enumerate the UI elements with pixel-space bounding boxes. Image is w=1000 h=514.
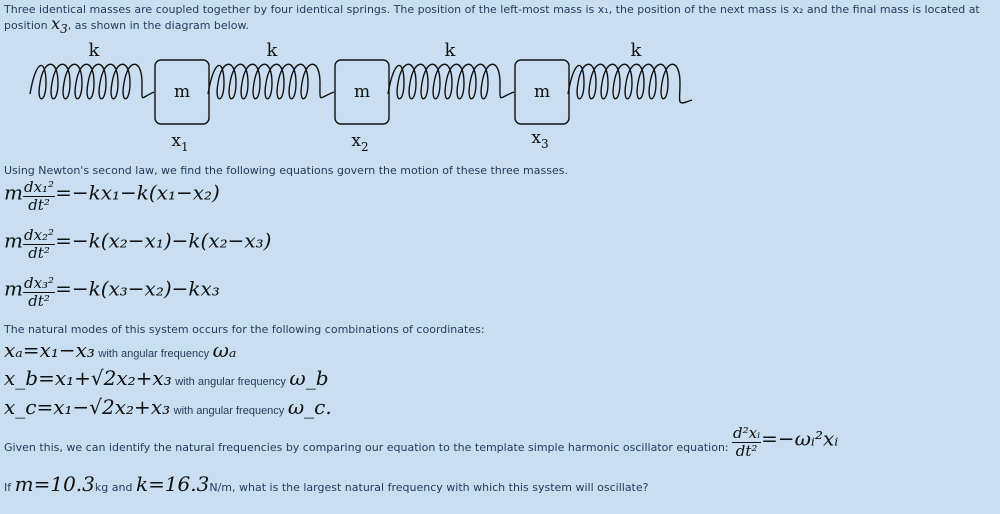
spring-3 <box>388 64 514 99</box>
eq3-fraction <box>23 276 55 309</box>
eq2-denominator: dt² <box>28 244 50 262</box>
eq3-denominator: dt² <box>28 292 50 310</box>
mode-c-end: . <box>325 395 332 419</box>
spring-4 <box>568 64 692 103</box>
intro-line-2-suffix: , as shown in the diagram below. <box>67 19 249 32</box>
eq2-m: m <box>4 228 23 253</box>
question-m-expr: m=10.3 <box>14 472 95 496</box>
intro-line-2-prefix: position <box>4 19 48 32</box>
mode-b <box>4 366 329 390</box>
mass-3-label: m <box>533 82 551 102</box>
eq3-m: m <box>4 276 23 301</box>
intro-var-sub: 3 <box>60 22 68 36</box>
mode-c-note: with angular frequency <box>173 405 285 417</box>
eq2-rhs: =−k(x₂−x₁)−k(x₂−x₃) <box>55 228 272 253</box>
position-3-label: $x_3$ <box>531 128 549 151</box>
question-if: If <box>4 481 12 494</box>
eq1-denominator: dt² <box>28 196 50 214</box>
mass-1-label: m <box>173 82 191 102</box>
spring-mass-diagram <box>0 38 720 156</box>
newton-text: Using Newton's second law, we find the following equations govern the motion of these three masses. <box>4 164 568 177</box>
mode-a-note: with angular frequency <box>98 348 210 360</box>
question-k-unit: N/m <box>209 481 233 494</box>
question-line <box>4 472 648 500</box>
eq1-m: m <box>4 180 23 205</box>
mode-c-freq: ω_c <box>287 395 326 419</box>
sho-denominator: dt² <box>735 442 758 460</box>
intro-line-2 <box>4 14 249 36</box>
sho-fraction <box>732 426 761 459</box>
eq1-rhs: =−kx₁−k(x₁−x₂) <box>55 180 220 205</box>
spring-4-label: k <box>630 40 642 61</box>
eq3-numerator: dx₃² <box>23 274 55 292</box>
mode-c-expr: x_c=x₁−√2x₂+x₃ <box>4 395 171 419</box>
eq2-numerator: dx₂² <box>23 226 55 244</box>
mode-a <box>4 338 236 362</box>
position-1-label: $x_1$ <box>171 131 189 154</box>
eq1-numerator: dx₁² <box>23 178 55 196</box>
mass-2-label: m <box>353 82 371 102</box>
mode-c <box>4 395 332 419</box>
spring-1-label: k <box>88 40 100 61</box>
question-tail: , what is the largest natural frequency with which this system will oscillate? <box>232 481 649 494</box>
question-and: and <box>111 481 133 494</box>
eq2-fraction <box>23 228 55 261</box>
intro-line-1: Three identical masses are coupled together by four identical springs. The position of the left-most mass is x₁, the position of the next mass is x₂ and the final mass is located at <box>4 3 980 16</box>
equation-1 <box>4 180 220 213</box>
spring-2 <box>208 64 334 99</box>
equation-2 <box>4 228 272 261</box>
eq1-fraction <box>23 180 55 213</box>
mode-a-expr: xₐ=x₁−x₃ <box>4 338 95 362</box>
spring-3-label: k <box>444 40 456 61</box>
sho-numerator: d²xᵢ <box>733 424 761 442</box>
spring-1 <box>30 64 154 99</box>
question-m-unit: kg <box>94 481 109 494</box>
spring-2-label: k <box>266 40 278 61</box>
intro-var: x <box>51 14 61 33</box>
mode-b-expr: x_b=x₁+√2x₂+x₃ <box>4 366 172 390</box>
mode-b-freq: ω_b <box>289 366 329 390</box>
modes-text: The natural modes of this system occurs for the following combinations of coordinates: <box>4 323 485 336</box>
given-text: Given this, we can identify the natural frequencies by comparing our equation to the template simple harmonic oscillator equation: <box>4 441 729 454</box>
mode-a-freq: ωₐ <box>212 338 237 362</box>
eq3-rhs: =−k(x₃−x₂)−kx₃ <box>55 276 220 301</box>
mode-b-note: with angular frequency <box>175 376 286 388</box>
question-k-expr: k=16.3 <box>135 472 210 496</box>
sho-equation <box>732 426 838 459</box>
position-2-label: $x_2$ <box>351 131 369 154</box>
sho-rhs: =−ωᵢ²xᵢ <box>761 426 839 451</box>
equation-3 <box>4 276 220 309</box>
